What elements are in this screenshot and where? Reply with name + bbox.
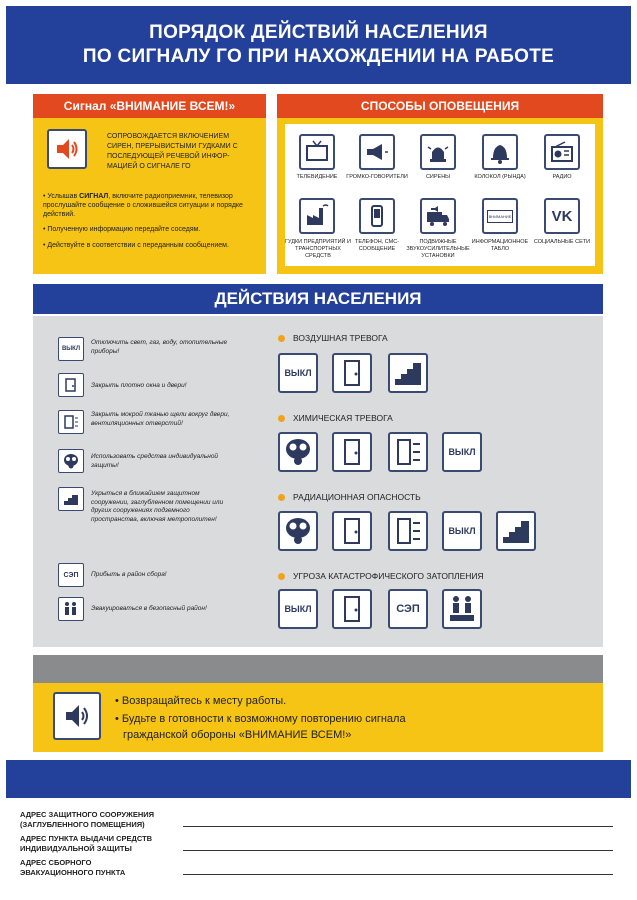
loudspeaker-icon [359, 134, 395, 170]
tv-icon [299, 134, 335, 170]
switch-off-icon: ВЫКЛ [278, 589, 318, 629]
threat-flood: УГРОЗА КАТАСТРОФИЧЕСКОГО ЗАТОПЛЕНИЯ [278, 571, 484, 581]
evac-address-label: АДРЕС СБОРНОГО ЭВАКУАЦИОННОГО ПУНКТА [20, 858, 126, 877]
switch-off-icon: ВЫКЛ [278, 353, 318, 393]
phone-icon [359, 198, 395, 234]
close-door-icon [332, 353, 372, 393]
truck-icon [420, 198, 456, 234]
header-line-1: ПОРЯДОК ДЕЙСТВИЙ НАСЕЛЕНИЯ [149, 22, 488, 43]
radio-icon [544, 134, 580, 170]
gas-mask-icon [278, 432, 318, 472]
attention-title: Сигнал «ВНИМАНИЕ ВСЕМ!» [33, 94, 266, 118]
method-label: ПОДВИЖНЫЕ ЗВУКОУСИЛИТЕЛЬНЫЕ УСТАНОВКИ [406, 239, 470, 259]
board-screen: ВНИМАНИЕ [487, 210, 514, 223]
vk-icon [544, 198, 580, 234]
shelter-icon [388, 353, 428, 393]
ppe-address-label: АДРЕС ПУНКТА ВЫДАЧИ СРЕДСТВ ИНДИВИДУАЛЬНОЙ ЗАЩИТЫ [20, 834, 153, 853]
method-label: СИРЕНЫ [425, 174, 451, 180]
action-text: Отключить свет, газ, воду, отопительные приборы! [91, 339, 228, 355]
otboy-line-1: • Возвращайтесь к месту работы. [115, 695, 287, 707]
header-line-2: ПО СИГНАЛУ ГО ПРИ НАХОЖДЕНИИ НА РАБОТЕ [82, 46, 555, 67]
otboy-panel [33, 683, 603, 752]
switch-off-icon: ВЫКЛ [442, 432, 482, 472]
shelter-address-field[interactable] [183, 826, 613, 827]
action-text: Укрыться в ближайшем защитном сооружении, заглубленном помещении или других сооружениях подземного пространства, включая метрополитен! [91, 490, 224, 523]
factory-icon [299, 198, 335, 234]
footer-band [6, 760, 631, 798]
attention-bullet-3: • Действуйте в соответствии с переданным сообщением. [43, 242, 229, 249]
bullet-dot [278, 335, 285, 342]
bullet-dot [278, 494, 285, 501]
switch-off-icon: ВЫКЛ [58, 337, 84, 361]
threat-radiation: РАДИАЦИОННАЯ ОПАСНОСТЬ [278, 492, 421, 502]
threat-chemical: ХИМИЧЕСКАЯ ТРЕВОГА [278, 413, 393, 423]
speaker-icon [61, 700, 93, 732]
methods-panel [277, 94, 603, 274]
attention-speaker-tile [47, 129, 87, 169]
actions-body [33, 316, 603, 647]
board-icon [482, 198, 518, 234]
switch-off-icon: ВЫКЛ [442, 511, 482, 551]
seal-gaps-icon [58, 410, 84, 434]
gas-mask-icon [278, 511, 318, 551]
gas-mask-icon [58, 449, 84, 473]
action-text: Использовать средства индивидуальной защиты! [91, 453, 219, 469]
method-label: СОЦИАЛЬНЫЕ СЕТИ [533, 239, 591, 245]
method-label: ГРОМКО-ГОВОРИТЕЛИ [346, 174, 408, 180]
method-label: КОЛОКОЛ (РЫНДА) [474, 174, 526, 180]
actions-header [33, 284, 603, 314]
method-label: РАДИО [552, 174, 572, 180]
speaker-icon [53, 135, 81, 163]
attention-description: СОПРОВОЖДАЕТСЯ ВКЛЮЧЕНИЕМ СИРЕН, ПРЕРЫВИСТЫМИ ГУДКАМИ С ПОСЛЕДУЮЩЕЙ РЕЧЕВОЙ ИНФОР-МАЦИЕЙ О СИГНАЛЕ ГО [107, 133, 238, 170]
action-text: Прибыть в район сбора! [91, 571, 167, 578]
otboy-line-3: гражданской обороны «ВНИМАНИЕ ВСЕМ!» [123, 729, 352, 741]
action-text: Эвакуироваться в безопасный район! [91, 605, 207, 612]
attention-bullet-1: • Услышав СИГНАЛ, включите радиоприемник, телевизор прослушайте сообщение о сложившейся ситуации и порядке действий. [43, 193, 243, 218]
bullet-dot [278, 415, 285, 422]
evac-address-field[interactable] [183, 874, 613, 875]
threat-air-raid: ВОЗДУШНАЯ ТРЕВОГА [278, 333, 388, 343]
close-door-icon [58, 373, 84, 397]
action-text: Закрыть плотно окна и двери! [91, 382, 187, 389]
shelter-address-label: АДРЕС ЗАЩИТНОГО СООРУЖЕНИЯ (ЗАГЛУБЛЕННОГО ПОМЕЩЕНИЯ) [20, 810, 155, 829]
evacuate-icon [442, 589, 482, 629]
method-label: ТЕЛЕВИДЕНИЕ [296, 174, 338, 180]
seal-gaps-icon [388, 432, 428, 472]
close-door-icon [332, 432, 372, 472]
sep-icon: СЭП [388, 589, 428, 629]
methods-title: СПОСОБЫ ОПОВЕЩЕНИЯ [277, 94, 603, 118]
ppe-address-field[interactable] [183, 850, 613, 851]
attention-bullet-2: • Полученную информацию передайте соседям. [43, 226, 201, 233]
vk-logo-text: VK [551, 207, 573, 225]
otboy-speaker-tile [53, 692, 101, 740]
close-door-icon [332, 511, 372, 551]
otboy-header [33, 655, 603, 683]
otboy-line-2: • Будьте в готовности к возможному повторению сигнала [115, 713, 406, 725]
bell-icon [482, 134, 518, 170]
method-label: ИНФОРМАЦИОННОЕ ТАБЛО [471, 239, 529, 252]
actions-title: ДЕЙСТВИЯ НАСЕЛЕНИЯ [214, 289, 422, 308]
evacuate-icon [58, 597, 84, 621]
action-text: Закрыть мокрой тканью щели вокруг двери, вентиляционных отверстий! [91, 411, 230, 427]
sep-icon: СЭП [58, 563, 84, 587]
close-door-icon [332, 589, 372, 629]
siren-icon [420, 134, 456, 170]
shelter-icon [496, 511, 536, 551]
bullet-dot [278, 573, 285, 580]
shelter-icon [58, 487, 84, 511]
seal-gaps-icon [388, 511, 428, 551]
method-label: ГУДКИ ПРЕДПРИЯТИЙ И ТРАНСПОРТНЫХ СРЕДСТВ [285, 239, 351, 259]
poster-header [6, 6, 631, 84]
method-label: ТЕЛЕФОН, СМС-СООБЩЕНИЕ [354, 239, 400, 252]
attention-panel [33, 94, 266, 274]
